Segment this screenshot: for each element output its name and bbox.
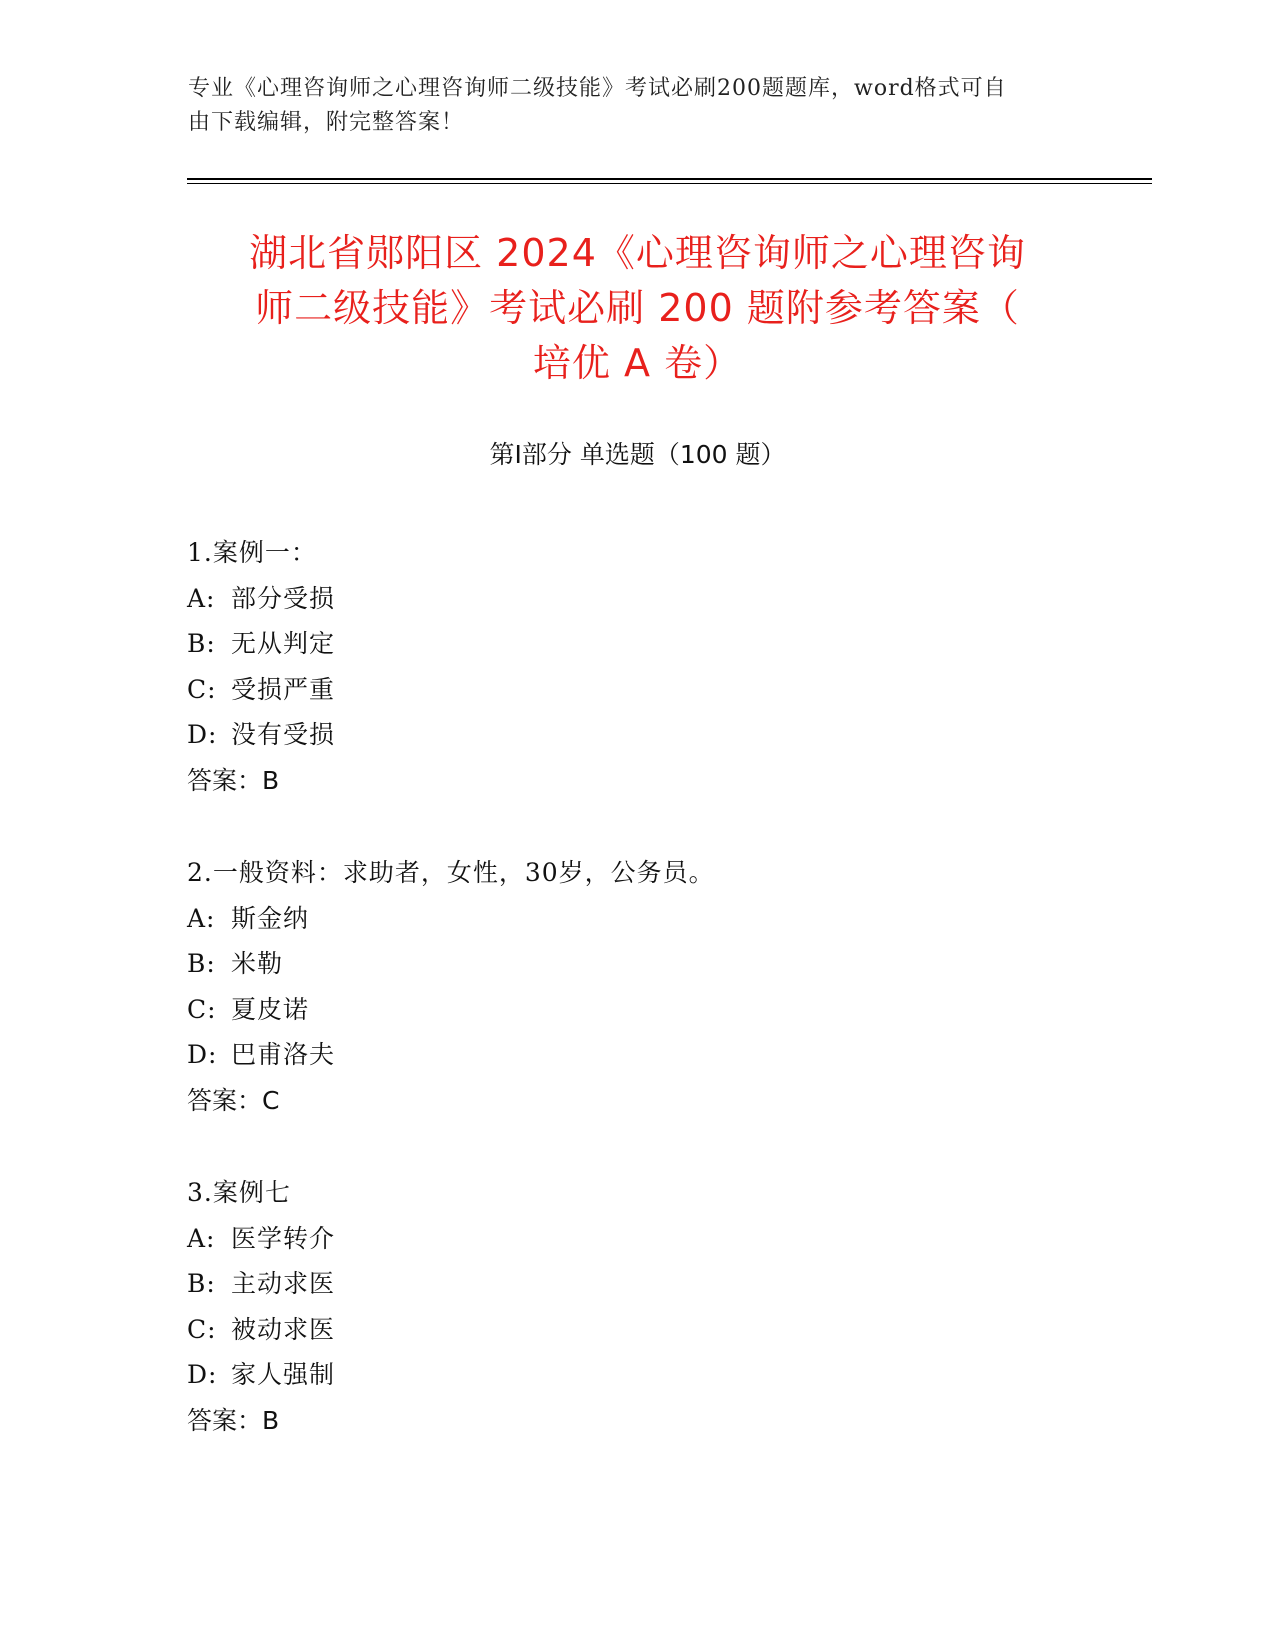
option-a — [187, 1216, 1087, 1262]
document-title-line-1: 湖北省郧阳区 2024《心理咨询师之心理咨询 — [249, 231, 1026, 275]
option-text: 巴甫洛夫 — [231, 1040, 336, 1070]
option-b — [187, 1261, 1087, 1307]
option-label: D: — [187, 1360, 218, 1390]
option-c — [187, 1307, 1087, 1353]
option-text: 主动求医 — [231, 1269, 336, 1299]
question-stem: 3.案例七 — [187, 1178, 291, 1207]
option-label: A: — [187, 1223, 216, 1253]
header-note — [188, 72, 1068, 140]
option-text: 被动求医 — [231, 1314, 336, 1344]
option-text: 部分受损 — [231, 583, 336, 613]
option-label: A: — [187, 583, 216, 613]
option-b — [187, 941, 1087, 987]
question-1 — [187, 530, 1087, 804]
question-stem: 2.一般资料：求助者，女性，30岁，公务员。 — [187, 858, 715, 887]
document-title-line-3: 培优 A 卷） — [532, 341, 743, 385]
option-label: B: — [187, 949, 216, 979]
option-text: 米勒 — [231, 949, 284, 979]
option-d — [187, 1352, 1087, 1398]
question-2 — [187, 850, 1087, 1124]
option-text: 没有受损 — [231, 720, 336, 750]
option-c — [187, 987, 1087, 1033]
option-label: C: — [187, 1314, 217, 1344]
option-text: 无从判定 — [231, 629, 336, 659]
option-d — [187, 712, 1087, 758]
option-d — [187, 1032, 1087, 1078]
header-divider-thin — [187, 183, 1152, 184]
section-title: 第Ⅰ部分 单选题（100 题） — [489, 440, 786, 469]
option-label: D: — [187, 720, 218, 750]
document-title-line-2: 师二级技能》考试必刷 200 题附参考答案（ — [255, 286, 1020, 330]
option-text: 医学转介 — [231, 1223, 336, 1253]
option-text: 斯金纳 — [231, 903, 310, 933]
option-text: 夏皮诺 — [231, 994, 310, 1024]
answer-line: 答案：C — [187, 1085, 280, 1115]
question-3 — [187, 1170, 1087, 1444]
document-title — [150, 226, 1125, 391]
option-text: 家人强制 — [231, 1360, 336, 1390]
option-a — [187, 896, 1087, 942]
option-label: D: — [187, 1040, 218, 1070]
option-label: B: — [187, 1269, 216, 1299]
answer-line: 答案：B — [187, 765, 280, 795]
option-b — [187, 621, 1087, 667]
option-label: C: — [187, 674, 217, 704]
option-text: 受损严重 — [231, 674, 336, 704]
option-a — [187, 576, 1087, 622]
header-divider-thick — [187, 178, 1152, 180]
header-note-line-1: 专业《心理咨询师之心理咨询师二级技能》考试必刷200题题库，word格式可自 — [188, 76, 1007, 101]
question-stem: 1.案例一： — [187, 538, 317, 567]
answer-line: 答案：B — [187, 1405, 280, 1435]
option-label: C: — [187, 994, 217, 1024]
option-c — [187, 667, 1087, 713]
option-label: B: — [187, 629, 216, 659]
header-note-line-2: 由下载编辑，附完整答案！ — [188, 110, 465, 135]
option-label: A: — [187, 903, 216, 933]
